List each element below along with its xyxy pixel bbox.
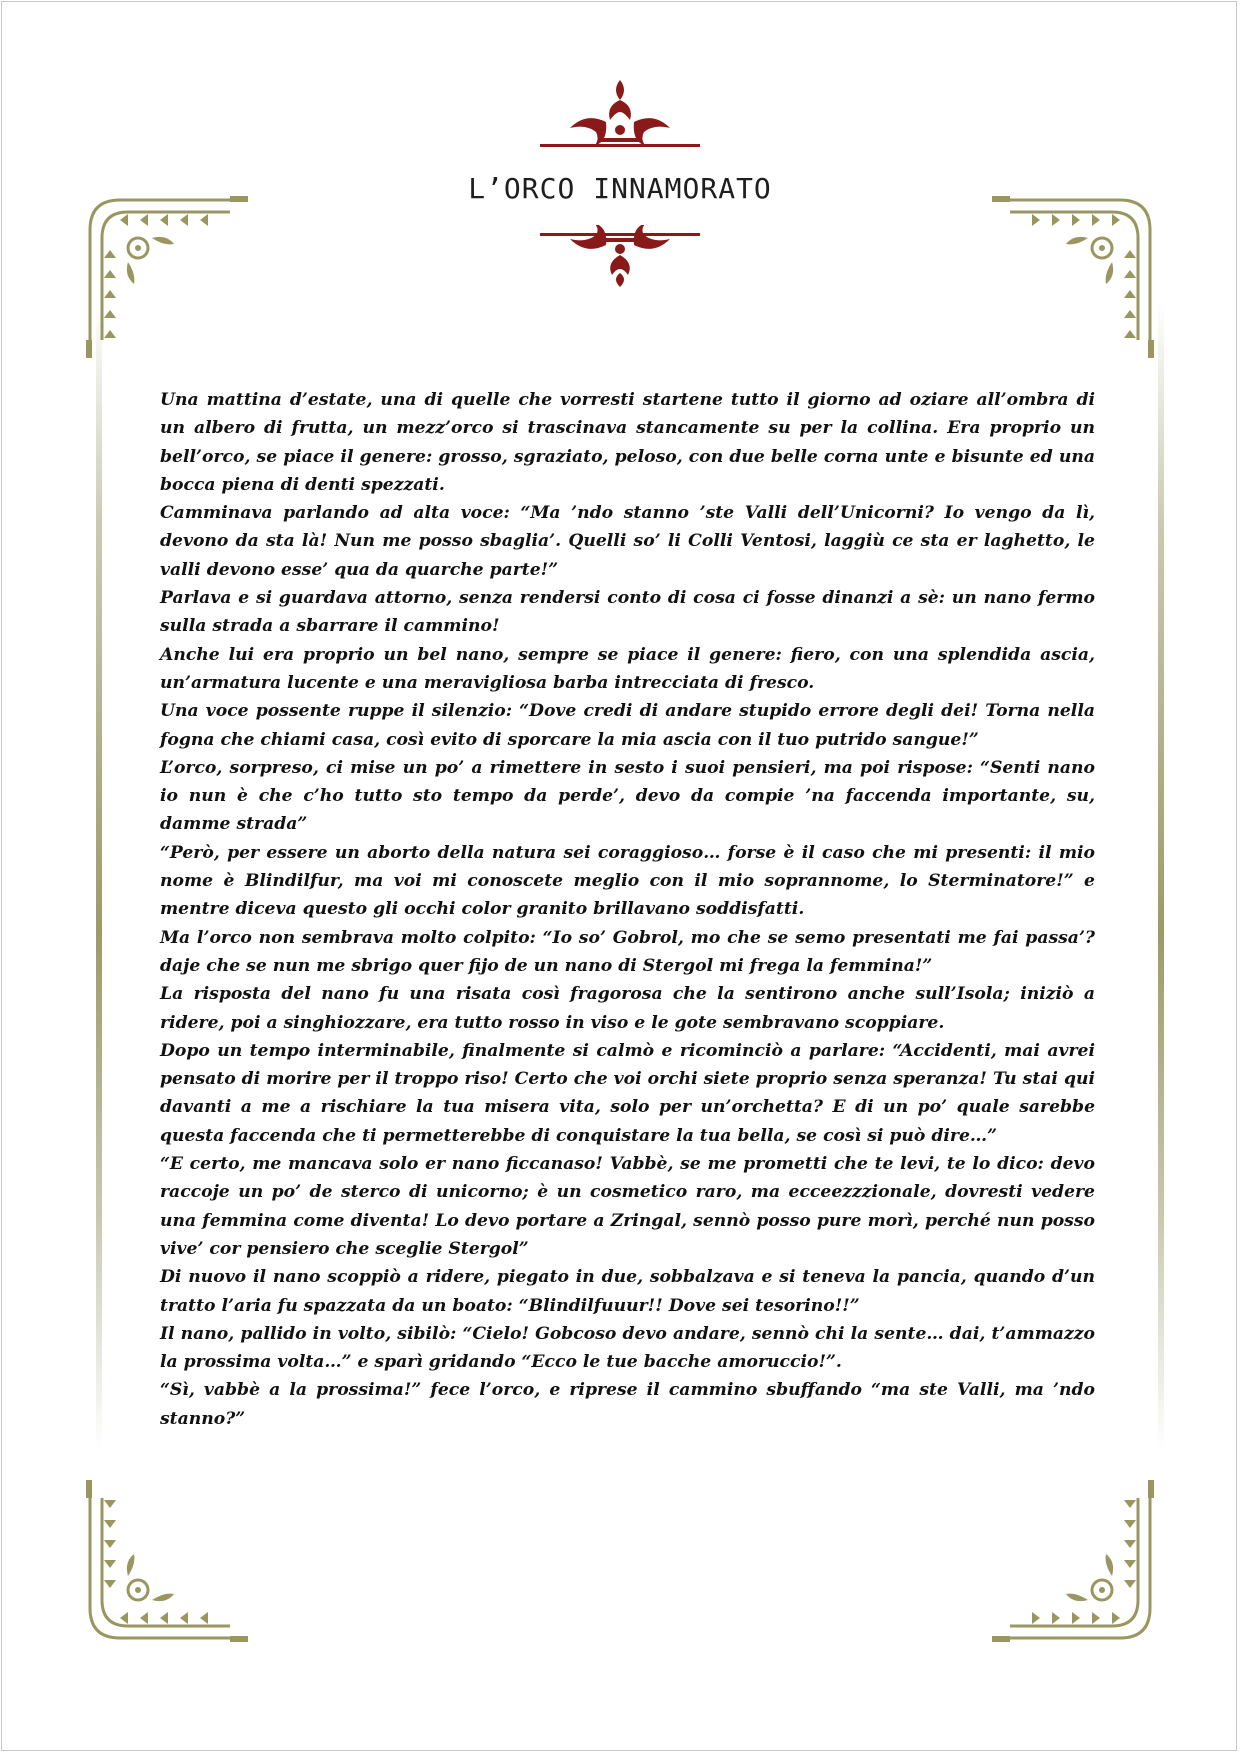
paragraph: Camminava parlando ad alta voce: “Ma ’ndo stanno ’ste Valli dell’Unicorni? Io vengo da lì, devono da sta là! Nun me posso sbaglia’. Quelli so’ li Colli Ventosi, laggiù ce sta er laghetto, le valli devono esse’ qua da quarche parte!”: [160, 503, 1095, 580]
paragraph: Una mattina d’estate, una di quelle che vorresti startene tutto il giorno ad oziare all’ombra di un albero di frutta, un mezz’orco si trascinava stancamente su per la collina. Era proprio un bell’orco, se piace il genere: grosso, sgraziato, peloso, con due belle corna unte e bisunte ed una bocca piena di denti spezzati.: [160, 390, 1095, 495]
damask-flourish-icon: [540, 78, 700, 156]
paragraph: L’orco, sorpreso, ci mise un po’ a rimettere in sesto i suoi pensieri, ma poi rispose: “Senti nano io nun è che c’ho tutto sto tempo da perde’, devo da compie ’na faccenda importante, su, damme strada”: [160, 757, 1095, 835]
right-side-rule: [1158, 300, 1164, 1450]
damask-flourish-icon: [540, 225, 700, 287]
leaf-frame-corner-icon: [990, 1478, 1160, 1648]
paragraph: Il nano, pallido in volto, sibilò: “Cielo! Gobcoso devo andare, sennò chi la sente… dai, t’ammazzo la prossima volta…” e sparì gridando “Ecco le tue bacche amoruccio!”.: [160, 1323, 1095, 1373]
paragraph: La risposta del nano fu una risata così fragorosa che la sentirono anche sull’Isola; iniziò a ridere, poi a singhiozzare, era tutto rosso in viso e le gote sembravano scoppiare.: [160, 984, 1095, 1033]
paragraph: Ma l’orco non sembrava molto colpito: “Io so’ Gobrol, mo che se semo presentati me fai passa’? daje che se nun me sbrigo quer fijo de un nano di Stergol mi frega la femmina!”: [160, 927, 1095, 976]
paragraph: Di nuovo il nano scoppiò a ridere, piegato in due, sobbalzava e si teneva la pancia, quando d’un tratto l’aria fu spazzata da un boato: “Blindilfuuur!! Dove sei tesorino!!”: [160, 1267, 1095, 1316]
paragraph: Una voce possente ruppe il silenzio: “Dove credi di andare stupido errore degli dei! Torna nella fogna che chiami casa, così evito di sporcare la mia ascia con il tuo putrido sangue!”: [160, 701, 1095, 750]
paragraph: Dopo un tempo interminabile, finalmente si calmò e ricominciò a parlare: “Accidenti, mai avrei pensato di morire per il troppo riso! Certo che voi orchi siete proprio senza speranza! Tu stai qui davanti a me a rischiare la tua misera vita, solo per un’orchetta? E di un po’ quale sarebbe questa faccenda che ti permetterebbe di conquistare la tua bella, se così si può dire…”: [160, 1040, 1095, 1146]
paragraph: Parlava e si guardava attorno, senza rendersi conto di cosa ci fosse dinanzi a sè: un nano fermo sulla strada a sbarrare il cammino!: [160, 588, 1095, 637]
leaf-frame-corner-icon: [80, 190, 250, 360]
leaf-frame-corner-icon: [990, 190, 1160, 360]
page-title: L’ORCO INNAMORATO: [468, 172, 772, 205]
paragraph: “Però, per essere un aborto della natura sei coraggioso… forse è il caso che mi presenti: il mio nome è Blindilfur, ma voi mi conoscete meglio con il mio soprannome, lo Sterminatore!” e mentre diceva questo gli occhi color granito brillavano soddisfatti.: [160, 842, 1095, 920]
paragraph: “E certo, me mancava solo er nano ficcanaso! Vabbè, se me prometti che te levi, te lo dico: devo raccoje un po’ de sterco di unicorno; è un cosmetico raro, ma ecceezzzionale, dovresti vedere una femmina come diventa! Lo devo portare a Zringal, sennò posso pure morì, perché nun posso vive’ cor pensiero che sceglie Stergol”: [160, 1154, 1095, 1259]
leaf-frame-corner-icon: [80, 1478, 250, 1648]
story-text: [160, 386, 1095, 1433]
paragraph: Anche lui era proprio un bel nano, sempre se piace il genere: fiero, con una splendida ascia, un’armatura lucente e una meravigliosa barba intrecciata di fresco.: [160, 644, 1095, 693]
left-side-rule: [96, 300, 102, 1450]
paragraph: “Sì, vabbè a la prossima!” fece l’orco, e riprese il cammino sbuffando “ma ste Valli, ma ’ndo stanno?”: [160, 1380, 1095, 1429]
